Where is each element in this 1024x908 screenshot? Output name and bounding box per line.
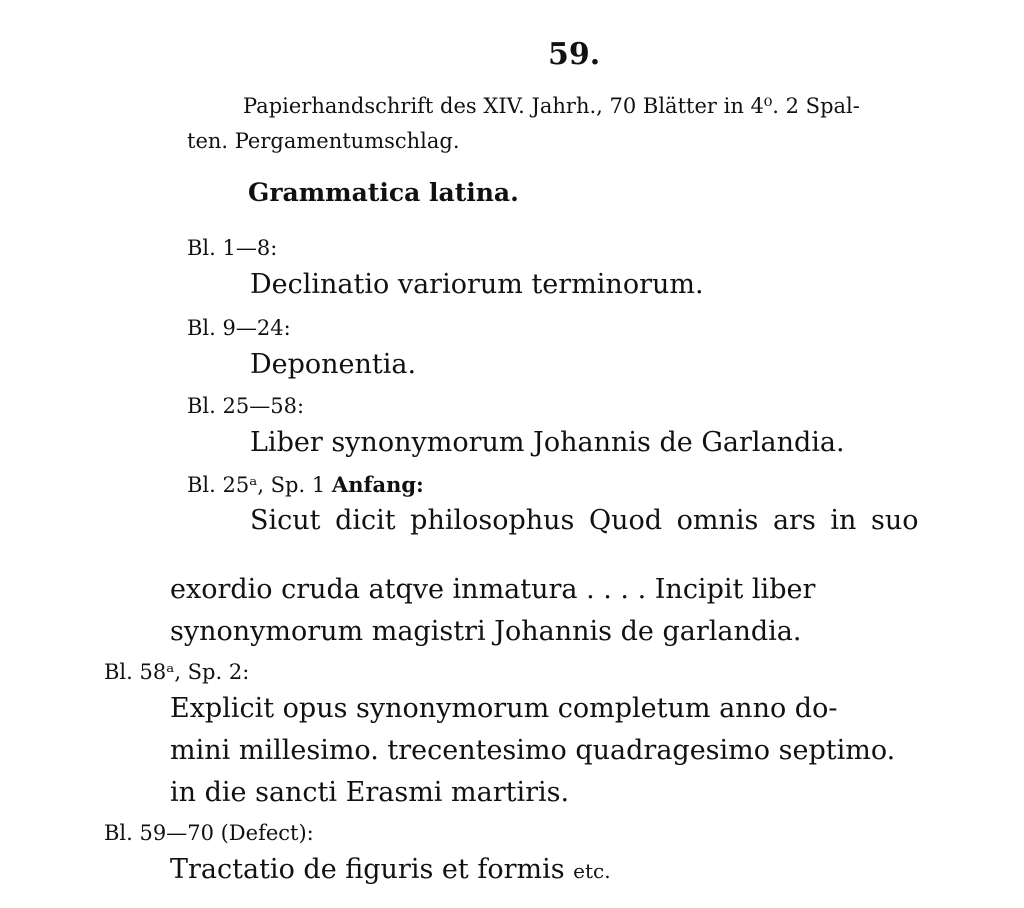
manuscript-title: Grammatica latina. (248, 178, 519, 207)
explicit-ref: Bl. 58ᵃ, Sp. 2: (104, 660, 250, 684)
description-line-2: ten. Pergamentumschlag. (187, 129, 460, 153)
defect-text (170, 856, 611, 883)
section-ref-1: Bl. 1—8: (187, 236, 278, 260)
section-ref-2: Bl. 9—24: (187, 316, 291, 340)
entry-number: 59. (548, 37, 601, 72)
section-text-3: Liber synonymorum Johannis de Garlandia. (250, 427, 845, 458)
incipit-line-2: exordio cruda atqve inmatura . . . . Incipit liber (170, 574, 816, 605)
explicit-line-3: in die sancti Erasmi martiris. (170, 777, 570, 808)
explicit-line-1: Explicit opus synonymorum completum anno do- (170, 693, 838, 724)
defect-ref: Bl. 59—70 (Defect): (104, 821, 314, 845)
section-text-2: Deponentia. (250, 349, 417, 380)
defect-text-main: Tractatio de figuris et formis (170, 854, 565, 885)
explicit-line-2: mini millesimo. trecentesimo quadragesimo septimo. (170, 735, 896, 766)
incipit-ref (187, 474, 424, 496)
incipit-ref-suffix: Anfang: (331, 472, 424, 497)
description-line-1: Papierhandschrift des XIV. Jahrh., 70 Blätter in 4⁰. 2 Spal- (243, 94, 860, 118)
incipit-line-1: Sicut dicit philosophus Quod omnis ars in suo (250, 505, 919, 536)
section-text-1: Declinatio variorum terminorum. (250, 269, 704, 300)
section-ref-3: Bl. 25—58: (187, 394, 305, 418)
incipit-ref-prefix: Bl. 25ᵃ, Sp. 1 (187, 473, 326, 497)
incipit-line-3: synonymorum magistri Johannis de garlandia. (170, 616, 802, 647)
defect-text-etc: etc. (573, 859, 611, 883)
